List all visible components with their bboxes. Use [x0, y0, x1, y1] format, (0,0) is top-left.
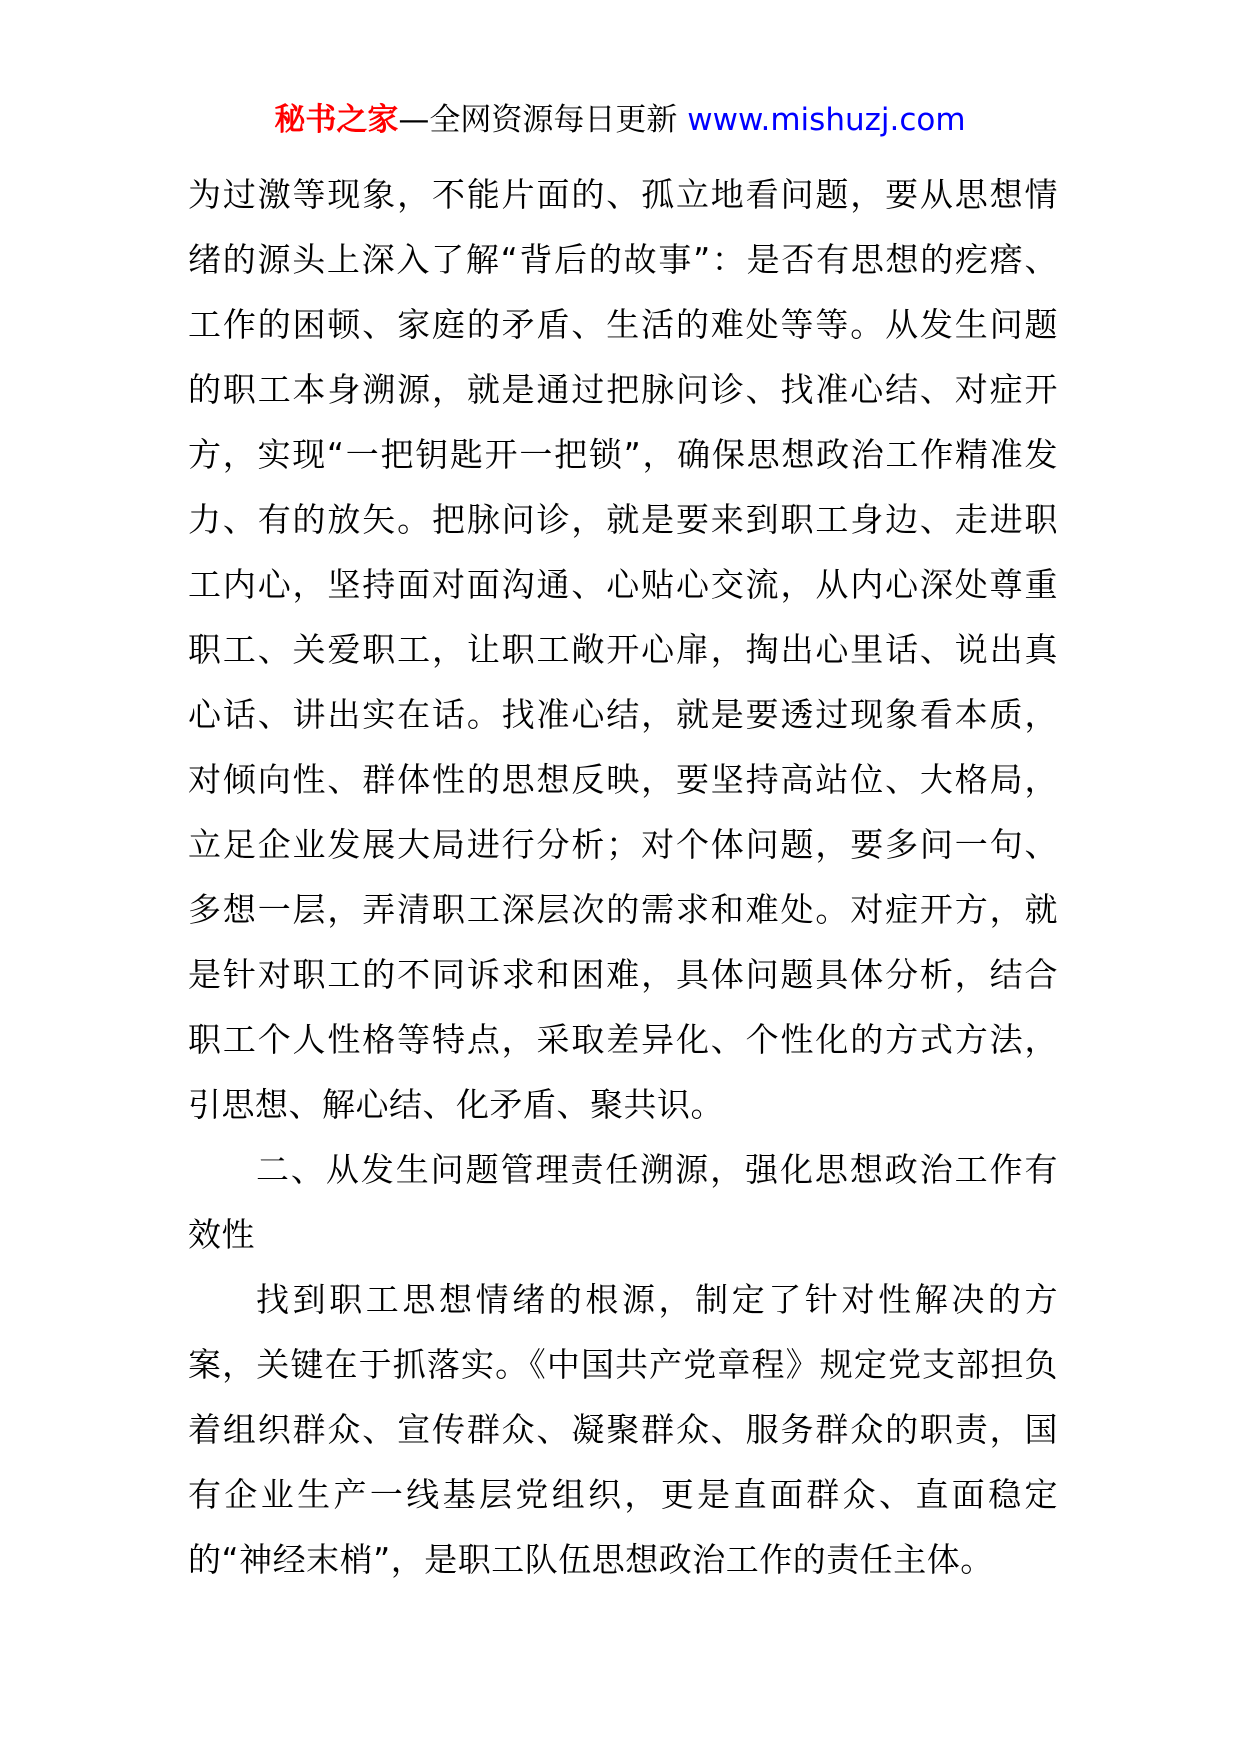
body-paragraph: 为过激等现象，不能片面的、孤立地看问题，要从思想情绪的源头上深入了解“背后的故事”：是否有思想的疙瘩、工作的困顿、家庭的矛盾、生活的难处等等。从发生问题的职工本身溯源，就是通过把脉问诊、找准心结、对症开方，实现“一把钥匙开一把锁”，确保思想政治工作精准发力、有的放矢。把脉问诊，就是要来到职工身边、走进职工内心，坚持面对面沟通、心贴心交流，从内心深处尊重职工、关爱职工，让职工敞开心扉，掏出心里话、说出真心话、讲出实在话。找准心结，就是要透过现象看本质，对倾向性、群体性的思想反映，要坚持高站位、大格局，立足企业发展大局进行分析；对个体问题，要多问一句、多想一层，弄清职工深层次的需求和难处。对症开方，就是针对职工的不同诉求和困难，具体问题具体分析，结合职工个人性格等特点，采取差异化、个性化的方式方法，引思想、解心结、化矛盾、聚共识。	[188, 175, 1058, 1124]
site-url-link[interactable]: www.mishuzj.com	[687, 102, 966, 138]
body-paragraph: 找到职工思想情绪的根源，制定了针对性解决的方案，关键在于抓落实。《中国共产党章程》规定党支部担负着组织群众、宣传群众、凝聚群众、服务群众的职责，国有企业生产一线基层党组织，更是直面群众、直面稳定的“神经末梢”，是职工队伍思想政治工作的责任主体。	[188, 1280, 1058, 1579]
site-slogan: —全网资源每日更新	[398, 102, 678, 138]
section-heading: 二、从发生问题管理责任溯源，强化思想政治工作有效性	[188, 1150, 1058, 1254]
page-header	[0, 98, 1240, 142]
site-brand: 秘书之家	[274, 102, 399, 138]
document-body	[188, 162, 1058, 1592]
